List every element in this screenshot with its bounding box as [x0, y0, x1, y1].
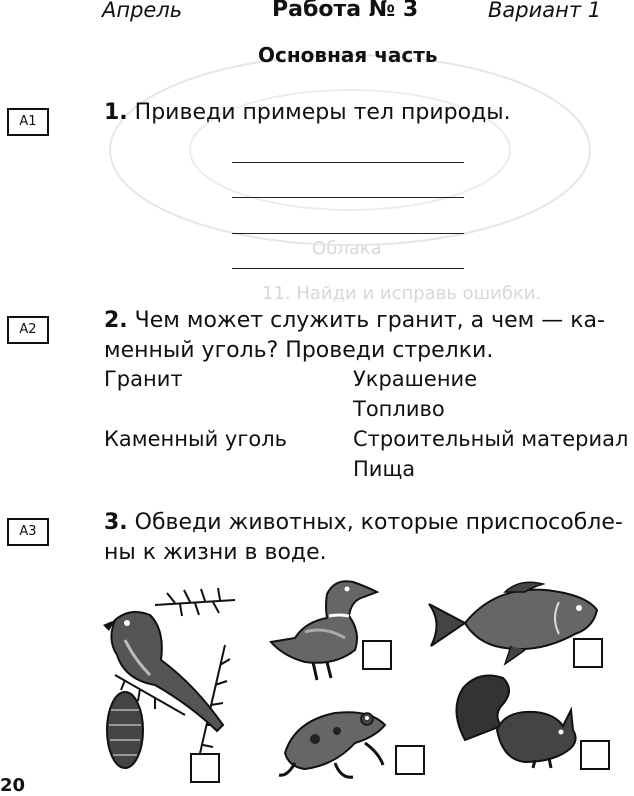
header-month: Апрель: [102, 0, 183, 22]
animal-checkbox[interactable]: [362, 640, 392, 670]
animal-checkbox[interactable]: [395, 745, 425, 775]
ghost-text: Облака: [312, 238, 382, 259]
task-question: Чем может служить гранит, а чем — ка-: [134, 308, 605, 333]
task-code-a2: А2: [7, 316, 49, 344]
squirrel-illustration: [445, 670, 585, 770]
animal-checkbox[interactable]: [573, 638, 603, 668]
left-item-granite[interactable]: Гранит: [104, 367, 183, 391]
answer-line[interactable]: [232, 197, 464, 198]
right-item-decoration[interactable]: Украшение: [353, 367, 478, 391]
task-number: 3.: [104, 510, 128, 535]
task-question: Приведи примеры тел природы.: [134, 100, 511, 125]
task-2-text: [104, 306, 605, 336]
animal-checkbox[interactable]: [580, 740, 610, 770]
left-item-coal[interactable]: Каменный уголь: [104, 427, 288, 451]
header-work-title: Работа № 3: [272, 0, 419, 22]
section-title: Основная часть: [258, 43, 438, 67]
task-2-text-cont: менный уголь? Проведи стрелки.: [104, 338, 494, 363]
answer-line[interactable]: [232, 162, 464, 163]
right-item-building-material[interactable]: Строительный материал: [353, 427, 629, 451]
frog-illustration: [275, 703, 395, 783]
answer-line[interactable]: [232, 233, 464, 234]
page-number: 20: [0, 775, 26, 796]
task-question: Обведи животных, которые приспособле-: [134, 510, 623, 535]
task-number: 1.: [104, 100, 128, 125]
ghost-text: 11. Найди и исправь ошибки.: [262, 283, 542, 304]
answer-line[interactable]: [232, 268, 464, 269]
task-3-text: [104, 508, 623, 538]
task-code-a1: А1: [7, 108, 49, 136]
task-3-text-cont: ны к жизни в воде.: [104, 540, 327, 565]
animal-checkbox[interactable]: [190, 753, 220, 783]
task-number: 2.: [104, 308, 128, 333]
right-item-fuel[interactable]: Топливо: [353, 397, 445, 421]
task-1-text: [104, 98, 511, 128]
task-code-a3: А3: [7, 518, 49, 546]
right-item-food[interactable]: Пища: [353, 457, 416, 481]
header-variant: Вариант 1: [488, 0, 602, 22]
